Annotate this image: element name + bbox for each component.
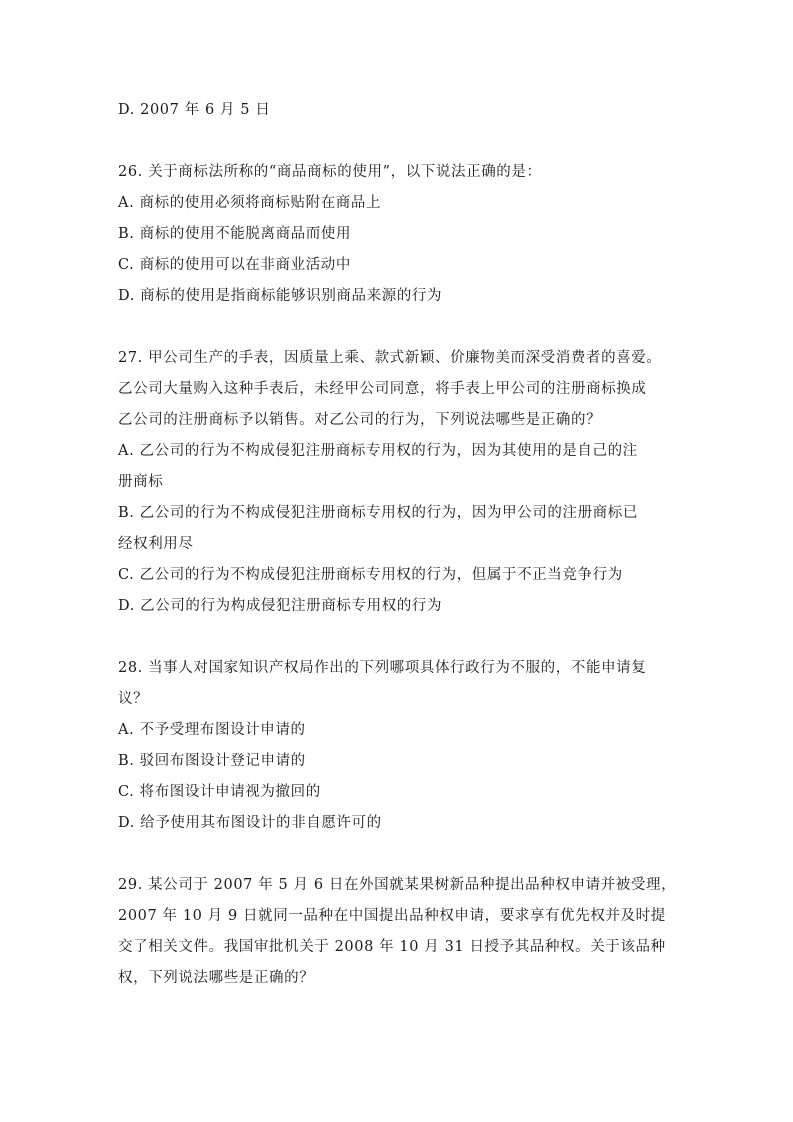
q29-stem-line-4: 权，下列说法哪些是正确的？ bbox=[118, 970, 315, 986]
q27-option-a-line-1: A. 乙公司的行为不构成侵犯注册商标专用权的行为，因为其使用的是自己的注 bbox=[118, 443, 638, 459]
q27-stem-line-1: 27. 甲公司生产的手表，因质量上乘、款式新颖、价廉物美而深受消费者的喜爱。 bbox=[118, 350, 662, 366]
q25-option-d: D. 2007 年 6 月 5 日 bbox=[118, 102, 271, 118]
spacer bbox=[118, 126, 688, 157]
q28-option-b: B. 驳回布图设计登记申请的 bbox=[118, 753, 306, 769]
q26-option-b: B. 商标的使用不能脱离商品而使用 bbox=[118, 226, 352, 242]
spacer bbox=[118, 839, 688, 870]
q29-stem-line-1: 29. 某公司于 2007 年 5 月 6 日在外国就某果树新品种提出品种权申请并被受理， bbox=[118, 877, 677, 893]
spacer bbox=[118, 622, 688, 653]
q28-stem-line-1: 28. 当事人对国家知识产权局作出的下列哪项具体行政行为不服的，不能申请复 bbox=[118, 660, 647, 676]
q26-option-c: C. 商标的使用可以在非商业活动中 bbox=[118, 257, 351, 273]
q28-option-d: D. 给予使用其布图设计的非自愿许可的 bbox=[118, 815, 382, 831]
document-page bbox=[118, 95, 688, 994]
q26-stem: 26. 关于商标法所称的“商品商标的使用”，以下说法正确的是： bbox=[118, 164, 542, 180]
q27-stem-line-2: 乙公司大量购入这种手表后，未经甲公司同意，将手表上甲公司的注册商标换成 bbox=[118, 381, 647, 397]
q27-option-d: D. 乙公司的行为构成侵犯注册商标专用权的行为 bbox=[118, 598, 443, 614]
q27-option-c: C. 乙公司的行为不构成侵犯注册商标专用权的行为，但属于不正当竞争行为 bbox=[118, 567, 623, 583]
q27-option-b-line-2: 经权利用尽 bbox=[118, 536, 194, 552]
q26-option-d: D. 商标的使用是指商标能够识别商品来源的行为 bbox=[118, 288, 443, 304]
q27-option-a-line-2: 册商标 bbox=[118, 474, 164, 490]
q27-stem-line-3: 乙公司的注册商标予以销售。对乙公司的行为，下列说法哪些是正确的？ bbox=[118, 412, 602, 428]
q28-stem-line-2: 议？ bbox=[118, 691, 149, 707]
q26-option-a: A. 商标的使用必须将商标贴附在商品上 bbox=[118, 195, 382, 211]
q29-stem-line-3: 交了相关文件。我国审批机关于 2008 年 10 月 31 日授予其品种权。关于该品种 bbox=[118, 939, 666, 955]
spacer bbox=[118, 312, 688, 343]
q28-option-c: C. 将布图设计申请视为撤回的 bbox=[118, 784, 321, 800]
q27-option-b-line-1: B. 乙公司的行为不构成侵犯注册商标专用权的行为，因为甲公司的注册商标已 bbox=[118, 505, 638, 521]
q28-option-a: A. 不予受理布图设计申请的 bbox=[118, 722, 306, 738]
q29-stem-line-2: 2007 年 10 月 9 日就同一品种在中国提出品种权申请，要求享有优先权并及时提 bbox=[118, 908, 666, 924]
